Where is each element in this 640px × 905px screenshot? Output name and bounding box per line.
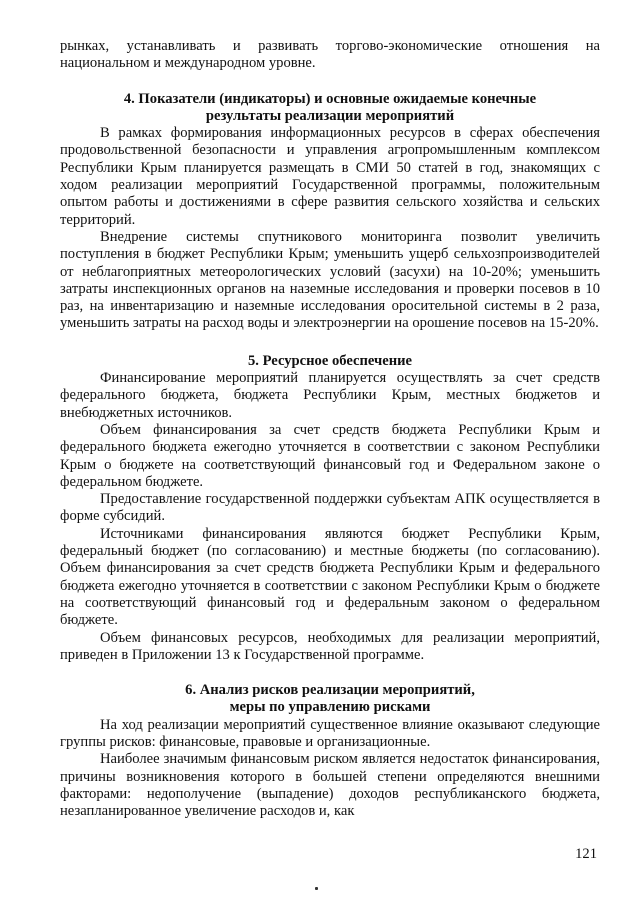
section-4-paragraph: Внедрение системы спутникового мониторинга позволит увеличить поступления в бюджет Республики Крым; уменьшить ущерб сельхозпроизводителей от неблагоприятных метеорологических условий (засухи) на 10-20%; уменьшить затраты инспекционных органов на наземные исследования и проверки посевов в 10 раз, на инвентаризацию и наземные исследования оросительной системы в 2 раза, уменьшить затраты на расход воды и электроэнергии на орошение посевов на 15-20%.: [60, 228, 600, 332]
page-content: [60, 38, 600, 820]
section-6-paragraph: Наиболее значимым финансовым риском является недостаток финансирования, причины возникновения которого в большей степени определяются внешними факторами: недополучение (выпадение) доходов республиканского бюджета, незапланированное увеличение расходов и, как: [60, 751, 600, 820]
section-4-title-line2: результаты реализации мероприятий: [205, 107, 455, 124]
section-6: [60, 682, 600, 820]
section-5-paragraph: Объем финансовых ресурсов, необходимых для реализации мероприятий, приведен в Приложении 13 к Государственной программе.: [60, 629, 600, 663]
section-4-heading: [60, 91, 600, 126]
scan-artifact-dot: [315, 887, 318, 890]
section-6-title-line2: меры по управлению рисками: [229, 699, 431, 716]
section-4-paragraph: В рамках формирования информационных ресурсов в сферах обеспечения продовольственной безопасности и управления агропромышленным комплексом Республики Крым планируется размещать в СМИ 50 статей в год, знакомящих с ходом реализации мероприятий Государственной программы, положительным опытом работы и достижениями в сфере развития сельского хозяйства и сельских территорий.: [60, 125, 600, 228]
intro-paragraph: рынках, устанавливать и развивать торгово-экономические отношения на национальном и международном уровне.: [60, 38, 600, 72]
section-5: [60, 353, 600, 664]
section-4-title-line1: 4. Показатели (индикаторы) и основные ожидаемые конечные: [123, 90, 537, 107]
section-5-heading: 5. Ресурсное обеспечение: [247, 352, 413, 369]
section-5-paragraph: Финансирование мероприятий планируется осуществлять за счет средств федерального бюджета, бюджета Республики Крым, местных бюджетов и внебюджетных источников.: [60, 370, 600, 421]
section-5-paragraph: Объем финансирования за счет средств бюджета Республики Крым и федерального бюджета ежегодно уточняется в соответствии с законом Республики Крым о бюджете на соответствующий финансовый год и Федеральном законе о федеральном бюджете.: [60, 421, 600, 490]
section-6-heading: [60, 682, 600, 717]
section-5-paragraph: Источниками финансирования являются бюджет Республики Крым, федеральный бюджет (по согласованию) и местные бюджеты (по согласованию). Объем финансирования за счет средств бюджета Республики Крым и федерального бюджета ежегодно уточняется в соответствии с законом Республики Крым о бюджете на соответствующий финансовый год и федеральным законом о федеральном бюджете.: [60, 525, 600, 629]
section-6-title-line1: 6. Анализ рисков реализации мероприятий,: [185, 682, 475, 699]
section-5-paragraph: Предоставление государственной поддержки субъектам АПК осуществляется в форме субсидий.: [60, 491, 600, 525]
section-6-paragraph: На ход реализации мероприятий существенное влияние оказывают следующие группы рисков: финансовые, правовые и организационные.: [60, 716, 600, 750]
section-4: [60, 91, 600, 333]
page-number: 121: [575, 846, 597, 862]
